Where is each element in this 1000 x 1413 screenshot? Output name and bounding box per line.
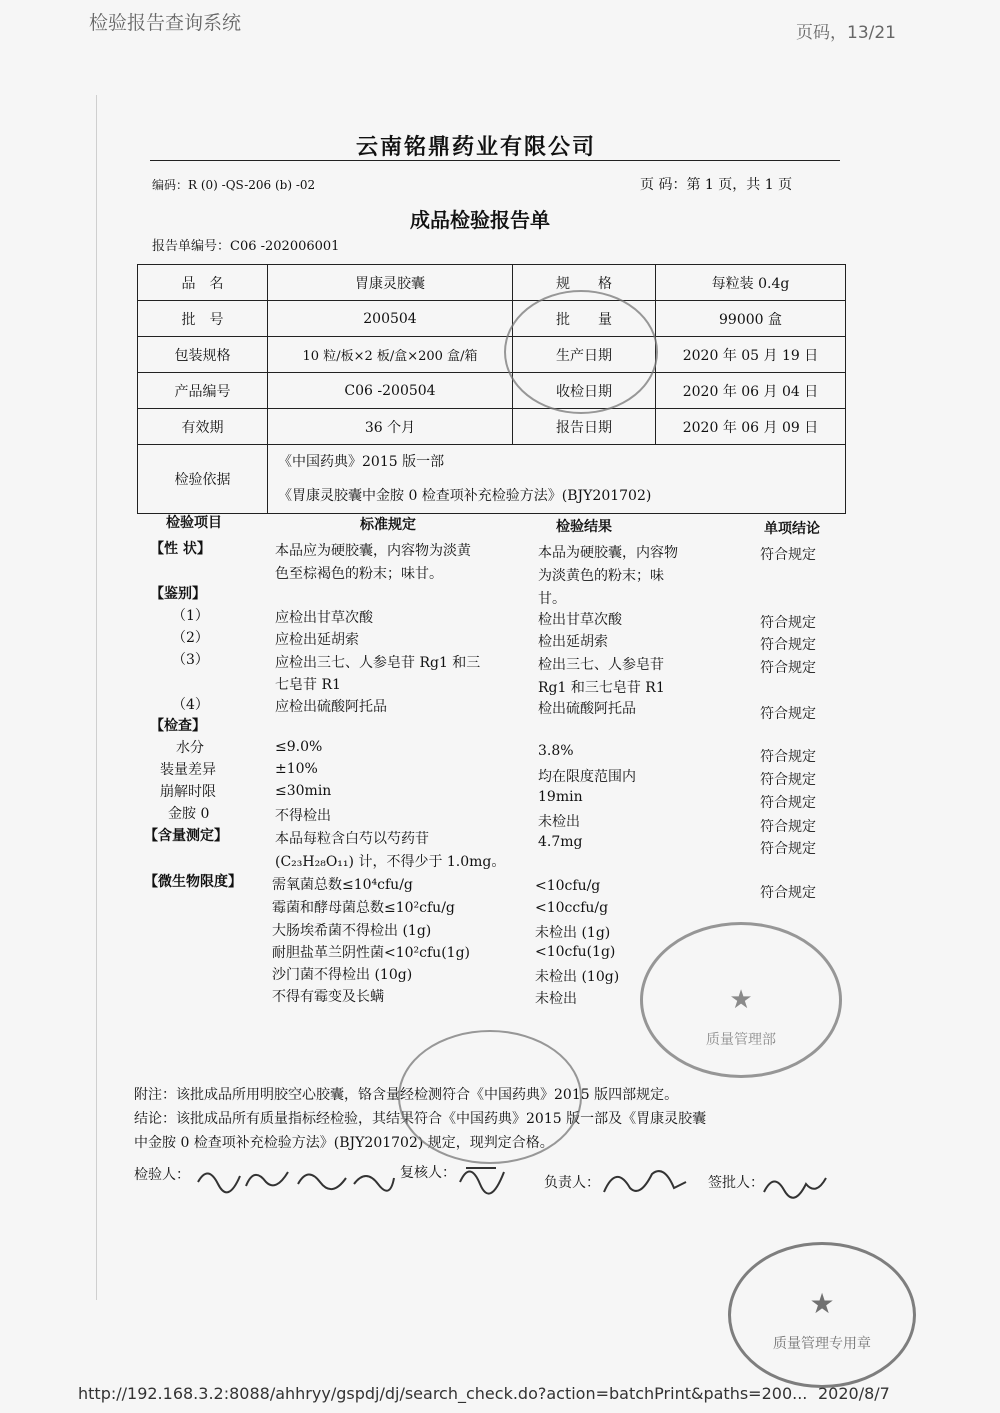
insp-1-res: 3.8% <box>538 743 574 759</box>
reviewer-label: 复核人： <box>400 1165 456 1181</box>
micro-3-std: 大肠埃希菌不得检出 (1g) <box>272 923 432 939</box>
basis-cell <box>268 445 846 514</box>
stamp-text: 质量管理专用章 <box>773 1336 871 1352</box>
insp-2-name: 装量差异 <box>160 762 216 778</box>
assay-std-1: 本品每粒含白芍以芍药苷 <box>275 831 429 847</box>
ident-2-res: 检出延胡索 <box>538 634 608 650</box>
receive-date: 2020 年 06 月 04 日 <box>656 373 846 409</box>
ident-1-no: （1） <box>172 608 209 624</box>
spec-label: 规 格 <box>513 265 656 301</box>
insp-3-res: 19min <box>538 789 583 805</box>
micro-6-std: 不得有霉变及长螨 <box>272 989 384 1005</box>
insp-3-std: ≤30min <box>275 783 332 799</box>
insp-2-con: 符合规定 <box>760 772 816 788</box>
responsible-signature <box>600 1162 690 1207</box>
approver-signature <box>760 1166 830 1207</box>
batch-value: 200504 <box>268 301 513 337</box>
ident-2-std: 应检出延胡索 <box>275 632 359 648</box>
company-name: 云南铭鼎药业有限公司 <box>356 134 597 160</box>
ident-3-res: 检出三七、人参皂苷 <box>538 657 664 673</box>
assay-label: 【含量测定】 <box>144 828 228 844</box>
character-label: 【性 状】 <box>150 541 211 557</box>
basis-line-1: 《中国药典》2015 版一部 <box>278 454 445 470</box>
insp-2-res: 均在限度范围内 <box>538 769 636 785</box>
character-std-2: 色至棕褐色的粉末；味甘。 <box>275 566 443 582</box>
handwritten-signature <box>760 1166 830 1202</box>
ident-4-res: 检出硫酸阿托品 <box>538 701 636 717</box>
character-conclusion: 符合规定 <box>760 547 816 563</box>
ident-2-con: 符合规定 <box>760 637 816 653</box>
print-date: 2020/8/7 <box>818 1384 890 1403</box>
report-title: 成品检验报告单 <box>410 208 550 232</box>
conclusion-line-1: 结论：该批成品所有质量指标经检验，其结果符合《中国药典》2015 版一部及《胃康灵胶囊 <box>134 1111 707 1127</box>
handwritten-signature <box>196 1158 396 1198</box>
micro-5-std: 沙门菌不得检出 (10g) <box>272 967 413 983</box>
header-rule <box>150 160 840 161</box>
micro-4-res: <10cfu(1g) <box>535 944 616 960</box>
micro-1-std: 需氧菌总数≤10⁴cfu/g <box>272 877 413 893</box>
basis-label: 检验依据 <box>138 445 268 514</box>
ident-4-con: 符合规定 <box>760 706 816 722</box>
insp-1-con: 符合规定 <box>760 749 816 765</box>
report-number: 报告单编号：C06 -202006001 <box>152 239 340 254</box>
note-text: 附注：该批成品所用明胶空心胶囊，铬含量经检测符合《中国药典》2015 版四部规定。 <box>134 1087 679 1103</box>
micro-2-res: <10ccfu/g <box>535 900 609 916</box>
expiry-value: 36 个月 <box>268 409 513 445</box>
qc-special-stamp <box>728 1242 916 1388</box>
ident-3-res-2: Rg1 和三七皂苷 R1 <box>538 680 665 696</box>
ident-1-res: 检出甘草次酸 <box>538 612 622 628</box>
system-title: 检验报告查询系统 <box>89 12 242 34</box>
page-indicator: 页码，13/21 <box>796 23 896 43</box>
insp-1-std: ≤9.0% <box>275 739 323 755</box>
micro-2-std: 霉菌和酵母菌总数≤10²cfu/g <box>272 900 455 916</box>
insp-4-std: 不得检出 <box>275 808 331 824</box>
col-standard: 标准规定 <box>360 517 416 533</box>
col-conclusion: 单项结论 <box>764 521 820 537</box>
star-icon: ★ <box>729 985 753 1015</box>
assay-std-2: (C₂₃H₂₈O₁₁) 计，不得少于 1.0mg。 <box>275 854 506 870</box>
assay-res: 4.7mg <box>538 834 583 850</box>
insp-4-res: 未检出 <box>538 814 580 830</box>
receive-date-label: 收检日期 <box>513 373 656 409</box>
page-info: 页 码：第 1 页，共 1 页 <box>640 177 793 193</box>
ident-3-con: 符合规定 <box>760 660 816 676</box>
handwritten-signature <box>600 1162 690 1202</box>
ident-3-std: 应检出三七、人参皂苷 Rg1 和三 <box>275 655 481 671</box>
character-std-1: 本品应为硬胶囊，内容物为淡黄 <box>275 543 471 559</box>
spec-value: 每粒装 0.4g <box>656 265 846 301</box>
product-name: 胃康灵胶囊 <box>268 265 513 301</box>
ident-3-std-2: 七皂苷 R1 <box>275 677 341 693</box>
page-url: http://192.168.3.2:8088/ahhryy/gspdj/dj/search_check.do?action=batchPrint&paths=200... <box>78 1384 808 1403</box>
conclusion-line-2: 中金胺 0 检查项补充检验方法》(BJY201702) 规定，现判定合格。 <box>134 1135 554 1151</box>
insp-4-con: 符合规定 <box>760 819 816 835</box>
responsible-label: 负责人： <box>544 1175 600 1191</box>
micro-6-res: 未检出 <box>535 991 577 1007</box>
col-result: 检验结果 <box>556 519 612 535</box>
quality-dept-stamp <box>640 922 842 1078</box>
inspector-label: 检验人： <box>134 1167 190 1183</box>
star-icon: ★ <box>809 1287 835 1320</box>
product-code-label: 产品编号 <box>138 373 268 409</box>
expiry-label: 有效期 <box>138 409 268 445</box>
product-code: C06 -200504 <box>268 373 513 409</box>
micro-label: 【微生物限度】 <box>144 874 242 890</box>
basis-line-2: 《胃康灵胶囊中金胺 0 检查项补充检验方法》(BJY201702) <box>278 488 652 504</box>
inspection-label: 【检查】 <box>150 718 206 734</box>
manufacture-date-label: 生产日期 <box>513 337 656 373</box>
micro-3-res: 未检出 (1g) <box>535 925 611 941</box>
insp-2-std: ±10% <box>275 761 318 777</box>
package-label: 包装规格 <box>138 337 268 373</box>
report-date: 2020 年 06 月 09 日 <box>656 409 846 445</box>
character-res-1: 本品为硬胶囊，内容物 <box>538 545 678 561</box>
quantity-value: 99000 盒 <box>656 301 846 337</box>
ident-1-con: 符合规定 <box>760 615 816 631</box>
inspector-signatures <box>196 1158 396 1203</box>
micro-1-res: <10cfu/g <box>535 878 601 894</box>
insp-3-name: 崩解时限 <box>160 784 216 800</box>
ident-1-std: 应检出甘草次酸 <box>275 610 373 626</box>
character-res-2: 为淡黄色的粉末；味 <box>538 568 664 584</box>
micro-con: 符合规定 <box>760 885 816 901</box>
col-item: 检验项目 <box>166 515 222 531</box>
insp-4-name: 金胺 0 <box>168 806 210 822</box>
manufacture-date: 2020 年 05 月 19 日 <box>656 337 846 373</box>
product-name-label: 品 名 <box>138 265 268 301</box>
company-seal-stamp-2 <box>398 1030 582 1164</box>
batch-label: 批 号 <box>138 301 268 337</box>
package-value: 10 粒/板×2 板/盒×200 盒/箱 <box>268 337 513 373</box>
micro-5-res: 未检出 (10g) <box>535 969 620 985</box>
ident-4-std: 应检出硫酸阿托品 <box>275 699 387 715</box>
micro-4-std: 耐胆盐革兰阴性菌<10²cfu(1g) <box>272 945 470 961</box>
report-date-label: 报告日期 <box>513 409 656 445</box>
approver-label: 签批人： <box>708 1175 764 1191</box>
product-info-table <box>137 264 846 514</box>
ident-4-no: （4） <box>172 697 209 713</box>
stamp-text: 质量管理部 <box>706 1032 776 1048</box>
company-seal-stamp <box>504 290 658 414</box>
assay-con: 符合规定 <box>760 841 816 857</box>
ident-2-no: （2） <box>172 630 209 646</box>
quantity-label: 批 量 <box>513 301 656 337</box>
insp-1-name: 水分 <box>176 740 204 756</box>
insp-3-con: 符合规定 <box>760 795 816 811</box>
ident-3-no: （3） <box>172 652 209 668</box>
identification-label: 【鉴别】 <box>150 586 206 602</box>
character-res-3: 甘。 <box>538 591 566 607</box>
doc-code: 编码：R (0) -QS-206 (b) -02 <box>152 178 316 192</box>
